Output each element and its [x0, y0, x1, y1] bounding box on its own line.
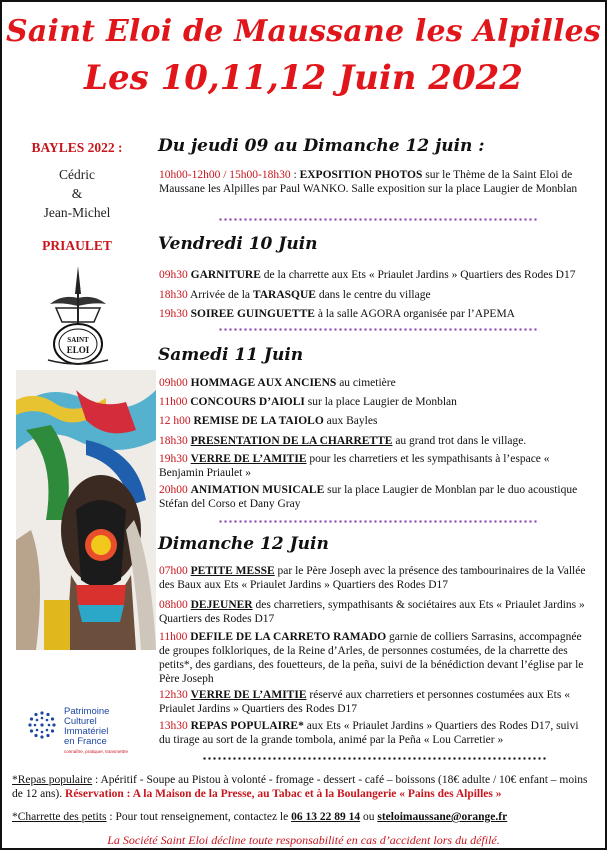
event-title: VERRE DE L’AMITIE	[190, 453, 307, 465]
footer-charrette: *Charrette des petits : Pour tout renseignement, contactez le 06 13 22 89 14 ou steloimaussane@orange.fr	[12, 811, 508, 823]
event-details: des charretiers, sympathisants & sociétaires aux Ets « Priaulet Jardins » Quartiers des Rodes D17	[159, 599, 585, 625]
day-heading-3: Samedi 11 Juin	[158, 345, 304, 365]
event-title: HOMMAGE AUX ANCIENS	[190, 377, 337, 389]
event-time: 09h30	[159, 269, 188, 281]
event-exposition: 10h00-12h00 / 15h00-18h30 : EXPOSITION PHOTOS sur le Thème de la Saint Eloi de Maussane les Alpilles par Paul WANKO. Salle exposition sur la place Laugier de Monblan	[159, 169, 578, 195]
event-time: 20h00	[159, 484, 188, 496]
event-verre-amitie-2	[159, 688, 589, 716]
event-details: à la salle AGORA organisée par l’APEMA	[314, 308, 515, 320]
event-details: au grand trot dans le village.	[392, 435, 527, 447]
event-time: 19h30	[159, 308, 188, 320]
event-details: pour les charretiers et les sympathisants à l’espace « Benjamin Priaulet »	[159, 453, 550, 479]
event-time: 12h30	[159, 689, 188, 701]
event-petite-messe	[159, 564, 589, 592]
event-time: 12 h00	[159, 415, 191, 427]
event-guinguette	[159, 307, 589, 321]
bayle-name-1: Cédric	[59, 167, 95, 182]
bayle-surname: PRIAULET	[42, 238, 112, 253]
event-charrette	[159, 434, 589, 448]
event-repas-populaire	[159, 719, 589, 747]
event-details: aux Ets « Priaulet Jardins » Quartiers des Rodes D17, suivi du tirage au sort de la grande tombola, animé par la Peña « Lou Carretier »	[159, 720, 579, 746]
heritage-line-4: en France	[64, 736, 107, 747]
event-tarasque: 18h30 Arrivée de la TARASQUE dans le centre du village	[159, 289, 431, 301]
footer-repas	[12, 773, 597, 801]
repas-details: : Apéritif - Soupe au Pistou à volonté - fromage - dessert - café – boissons (18€ adulte / 10€ enfant – moins de 12 ans).	[12, 774, 588, 800]
event-title: PRESENTATION DE LA CHARRETTE	[190, 435, 393, 447]
bayles-label: BAYLES 2022 :	[31, 140, 123, 155]
event-title: REMISE DE LA TAIOLO	[193, 415, 324, 427]
event-time: 07h00	[159, 565, 188, 577]
heritage-dots-icon	[24, 707, 60, 743]
event-title: GARNITURE	[190, 269, 261, 281]
event-aioli	[159, 395, 589, 409]
event-time: 13h30	[159, 720, 188, 732]
event-details: réservé aux charretiers et personnes costumées aux Ets « Priaulet Jardins » Quartiers des Rodes D17	[159, 689, 570, 715]
event-time: 09h00	[159, 377, 188, 389]
day-heading-4: Dimanche 12 Juin	[158, 534, 329, 554]
event-details: dans le centre du village	[315, 289, 431, 301]
reservation-info: Réservation : A la Maison de la Presse, au Tabac et à la Boulangerie « Pains des Alpilles »	[65, 788, 502, 800]
event-details: par le Père Joseph avec la présence des tambourinaires de la Vallée des Baux aux Ets « Priaulet Jardins » Quartiers des Rodes D17	[159, 565, 586, 591]
svg-text:SAINT: SAINT	[67, 336, 89, 344]
poster-dates: Les 10,11,12 Juin 2022	[84, 58, 523, 98]
event-time: 18h30	[159, 289, 188, 301]
event-time: 10h00-12h00 / 15h00-18h30	[159, 169, 291, 181]
event-title: DEFILE DE LA CARRETO RAMADO	[190, 631, 387, 643]
poster-title: Saint Eloi de Maussane les Alpilles	[6, 14, 601, 49]
charrette-label: *Charrette des petits	[12, 811, 107, 823]
event-animation-musicale	[159, 483, 589, 511]
event-details: sur la place Laugier de Monblan	[304, 396, 457, 408]
event-time: 11h00	[159, 631, 188, 643]
event-title: VERRE DE L’AMITIE	[190, 689, 307, 701]
heritage-tagline: connaître, pratiquer, transmettre	[64, 749, 129, 754]
event-time: 11h00	[159, 396, 188, 408]
email-link[interactable]: steloimaussane@orange.fr	[377, 811, 508, 823]
event-details: garnie de colliers Sarrasins, accompagnée de groupes folkloriques, de la Reine d’Arles, de personnes costumées, de la charrette des petits*, des gardians, des fouetteurs, de la peña, suivi de la bénédiction devant l’église par le Père Joseph	[159, 631, 584, 685]
heritage-line-3: Immatériel	[64, 726, 109, 737]
day-heading-1: Du jeudi 09 au Dimanche 12 juin :	[158, 136, 485, 156]
event-dejeuner	[159, 598, 589, 626]
event-details: sur le Thème de la Saint Eloi de Maussane les Alpilles par Paul WANKO. Salle exposition sur la place Laugier de Monblan	[159, 169, 578, 195]
event-title: CONCOURS D’AIOLI	[190, 396, 305, 408]
event-title: DEJEUNER	[190, 599, 253, 611]
event-title: REPAS POPULAIRE*	[190, 720, 304, 732]
event-details: au cimetière	[336, 377, 396, 389]
event-hommage	[159, 376, 589, 390]
disclaimer: La Société Saint Eloi décline toute responsabilité en cas d’accident lors du défilé.	[107, 833, 500, 847]
separator	[202, 757, 547, 760]
event-garniture	[159, 268, 589, 282]
bayle-name-2: Jean-Michel	[43, 205, 111, 220]
event-details: aux Bayles	[323, 415, 378, 427]
event-verre-amitie	[159, 452, 589, 480]
day-heading-2: Vendredi 10 Juin	[158, 234, 318, 254]
event-title: EXPOSITION PHOTOS	[299, 169, 423, 181]
separator	[218, 328, 538, 331]
separator	[218, 520, 538, 523]
event-time: 08h00	[159, 599, 188, 611]
bayle-ampersand: &	[71, 186, 83, 201]
saint-eloi-emblem-icon	[42, 264, 114, 369]
event-time: 19h30	[159, 453, 188, 465]
svg-text:ELOI: ELOI	[66, 345, 90, 355]
heritage-line-1: Patrimoine	[64, 706, 110, 717]
repas-label: *Repas populaire	[12, 774, 93, 786]
event-title: ANIMATION MUSICALE	[190, 484, 325, 496]
event-defile	[159, 630, 589, 686]
event-taiolo	[159, 414, 589, 428]
event-title: TARASQUE	[252, 289, 316, 301]
event-details: de la charrette aux Ets « Priaulet Jardins » Quartiers des Rodes D17	[260, 269, 576, 281]
separator	[218, 218, 538, 221]
event-title: SOIREE GUINGUETTE	[190, 308, 315, 320]
heritage-line-2: Culturel	[64, 716, 97, 727]
event-title: PETITE MESSE	[190, 565, 275, 577]
charrette-photo	[16, 370, 156, 650]
heritage-logo	[24, 705, 164, 755]
event-time: 18h30	[159, 435, 188, 447]
phone-number[interactable]: 06 13 22 89 14	[291, 811, 361, 823]
event-details: sur la place Laugier de Monblan par le duo acoustique Stéfan del Corso et Dany Gray	[159, 484, 578, 510]
